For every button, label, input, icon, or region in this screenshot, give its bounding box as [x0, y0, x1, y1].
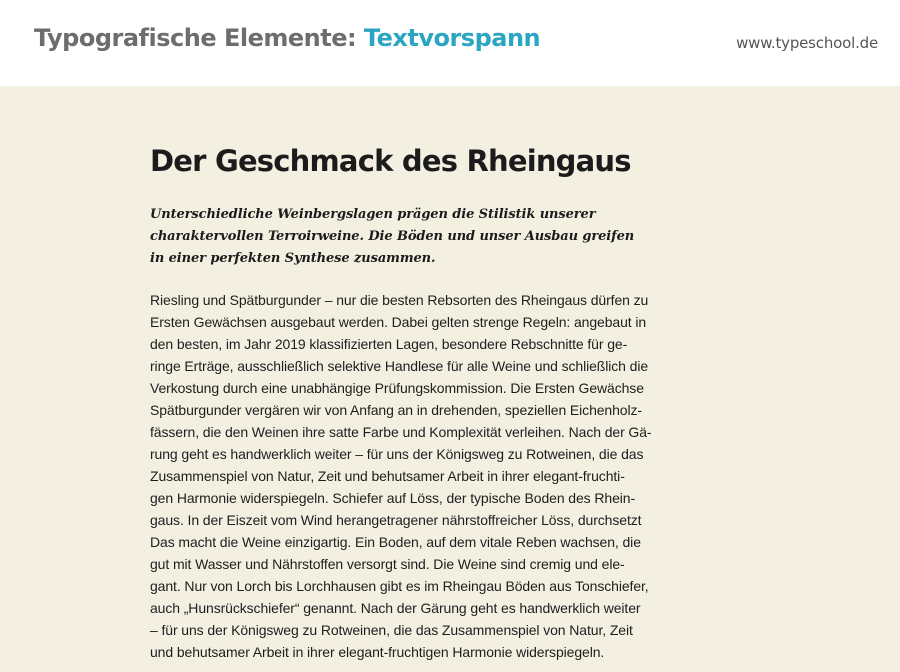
- body-line: Ersten Gewächsen ausgebaut werden. Dabei gelten strenge Regeln: angebaut in: [150, 314, 647, 330]
- lead-line: Unterschiedliche Weinbergslagen prägen die Stilistik unserer: [150, 207, 596, 222]
- body-line: – für uns der Königsweg zu Rotweinen, die das Zusammenspiel von Natur, Zeit: [150, 622, 633, 638]
- page-title-prefix: Typografische Elemente:: [34, 24, 357, 52]
- article-body: [150, 289, 670, 663]
- header-bar: [0, 0, 900, 86]
- body-line: Das macht die Weine einzigartig. Ein Boden, auf dem vitale Reben wachsen, die: [150, 534, 641, 550]
- body-line: und behutsamer Arbeit in ihrer elegant-fruchtigen Harmonie widerspiegeln.: [150, 644, 605, 660]
- article: [150, 144, 660, 660]
- page-title: [34, 24, 540, 52]
- article-headline: Der Geschmack des Rheingaus: [150, 144, 631, 178]
- body-line: ringe Erträge, ausschließlich selektive Handlese für alle Weine und schließlich die: [150, 358, 649, 374]
- body-line: gen Harmonie widerspiegeln. Schiefer auf Löss, der typische Boden des Rhein-: [150, 490, 636, 506]
- page-title-accent: Textvorspann: [363, 24, 541, 52]
- article-lead: [150, 204, 660, 270]
- lead-line: in einer perfekten Synthese zusammen.: [150, 251, 436, 266]
- body-line: auch „Hunsrückschiefer“ genannt. Nach der Gärung geht es handwerklich weiter: [150, 600, 641, 616]
- body-line: den besten, im Jahr 2019 klassifizierten Lagen, besondere Rebschnitte für ge-: [150, 336, 628, 352]
- body-line: Spätburgunder vergären wir von Anfang an in drehenden, speziellen Eichenholz-: [150, 402, 642, 418]
- body-line: Riesling und Spätburgunder – nur die besten Rebsorten des Rheingaus dürfen zu: [150, 292, 649, 308]
- lead-line: charaktervollen Terroirweine. Die Böden und unser Ausbau greifen: [150, 229, 635, 244]
- body-line: Verkostung durch eine unabhängige Prüfungskommission. Die Ersten Gewächse: [150, 380, 644, 396]
- body-line: gaus. In der Eiszeit vom Wind herangetragener nährstoffreicher Löss, durchsetzt: [150, 512, 642, 528]
- body-line: Zusammenspiel von Natur, Zeit und behutsamer Arbeit in ihrer elegant-fruchti-: [150, 468, 625, 484]
- body-line: rung geht es handwerklich weiter – für uns der Königsweg zu Rotweinen, die das: [150, 446, 644, 462]
- site-url[interactable]: www.typeschool.de: [736, 34, 878, 52]
- body-line: gut mit Wasser und Nährstoffen versorgt sind. Die Weine sind cremig und ele-: [150, 556, 625, 572]
- body-line: gant. Nur von Lorch bis Lorchhausen gibt es im Rheingau Böden aus Tonschiefer,: [150, 578, 649, 594]
- body-line: fässern, die den Weinen ihre satte Farbe und Komplexität verleihen. Nach der Gä-: [150, 424, 652, 440]
